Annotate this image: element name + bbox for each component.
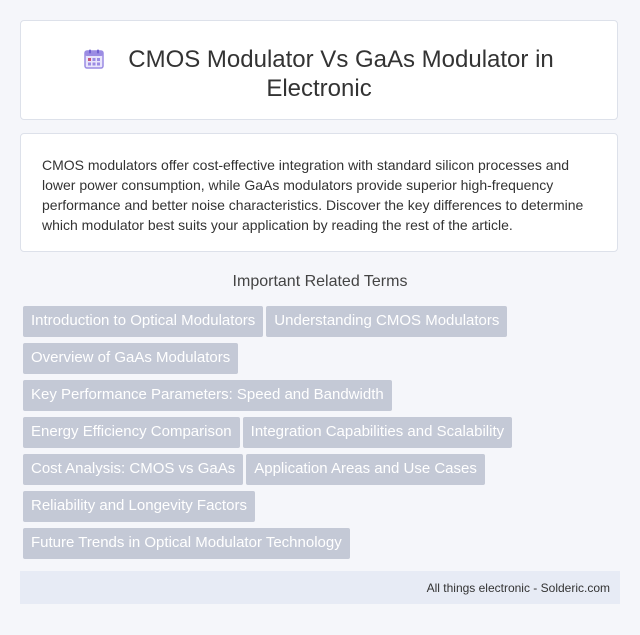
terms-row (23, 343, 583, 374)
term-tag[interactable]: Understanding CMOS Modulators (266, 306, 507, 337)
terms-row (23, 380, 583, 411)
term-tag[interactable]: Future Trends in Optical Modulator Technology (23, 528, 350, 559)
related-terms-list (23, 306, 583, 565)
term-tag[interactable]: Application Areas and Use Cases (246, 454, 485, 485)
term-tag[interactable]: Introduction to Optical Modulators (23, 306, 263, 337)
page-title (21, 45, 617, 103)
term-tag[interactable]: Key Performance Parameters: Speed and Bandwidth (23, 380, 392, 411)
terms-row (23, 491, 583, 522)
title-line-1: CMOS Modulator Vs GaAs Modulator in (128, 46, 554, 73)
terms-heading: Important Related Terms (232, 273, 408, 290)
terms-row (23, 528, 583, 559)
calendar-icon (84, 49, 104, 69)
footer-text[interactable]: All things electronic - Solderic.com (426, 581, 610, 595)
terms-row (23, 306, 583, 337)
title-card (20, 20, 618, 120)
description-text: CMOS modulators offer cost-effective integration with standard silicon processes and lower power consumption, while GaAs modulators provide superior high-frequency performance and better noise characteristics. Discover the key differences to determine which modulator best suits your application by reading the rest of the article. (42, 157, 584, 233)
term-tag[interactable]: Reliability and Longevity Factors (23, 491, 255, 522)
terms-row (23, 417, 583, 448)
title-line-2: Electronic (266, 75, 372, 102)
terms-row (23, 454, 583, 485)
term-tag[interactable]: Integration Capabilities and Scalability (243, 417, 512, 448)
footer (20, 571, 620, 604)
term-tag[interactable]: Energy Efficiency Comparison (23, 417, 240, 448)
term-tag[interactable]: Overview of GaAs Modulators (23, 343, 238, 374)
term-tag[interactable]: Cost Analysis: CMOS vs GaAs (23, 454, 243, 485)
description-card (20, 133, 618, 252)
